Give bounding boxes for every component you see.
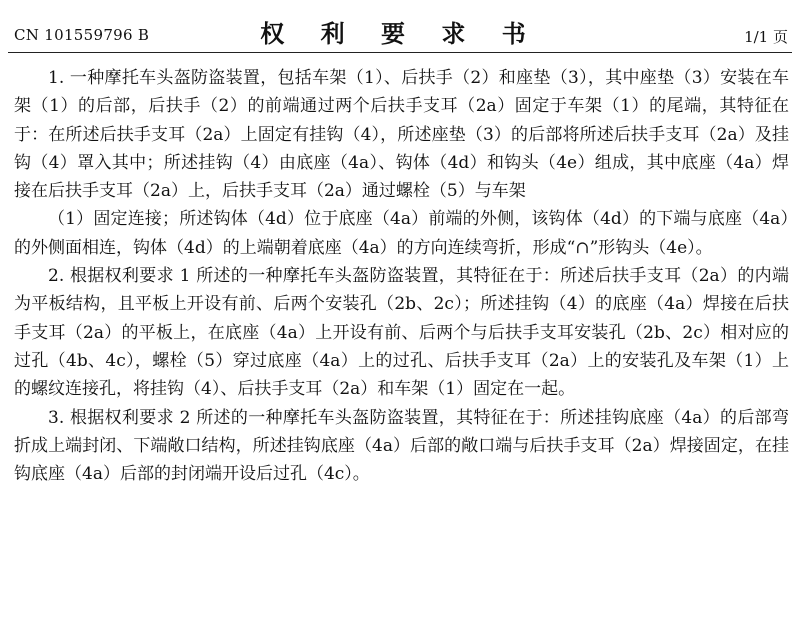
claim-paragraph: 3. 根据权利要求 2 所述的一种摩托车头盔防盗装置，其特征在于：所述挂钩底座（4a）的后部弯折成上端封闭、下端敞口结构，所述挂钩底座（4a）后部的敞口端与后扶手支耳（2a）焊接固定，在挂钩底座（4a）后部的封闭端开设后过孔（4c）。: [14, 407, 789, 485]
header-divider: [8, 52, 792, 53]
claim-paragraph: 1. 一种摩托车头盔防盗装置，包括车架（1）、后扶手（2）和座垫（3），其中座垫（3）安装在车架（1）的后部，后扶手（2）的前端通过两个后扶手支耳（2a）固定于车架（1）的尾端，其特征在于：在所述后扶手支耳（2a）上固定有挂钩（4），所述座垫（3）的后部将所述后扶手支耳（2a）及挂钩（4）罩入其中；所述挂钩（4）由底座（4a）、钩体（4d）和钩头（4e）组成，其中底座（4a）焊接在后扶手支耳（2a）上，后扶手支耳（2a）通过螺栓（5）与车架: [14, 68, 789, 202]
claim-paragraph: 2. 根据权利要求 1 所述的一种摩托车头盔防盗装置，其特征在于：所述后扶手支耳（2a）的内端为平板结构，且平板上开设有前、后两个安装孔（2b、2c）；所述挂钩（4）的底座（4a）焊接在后扶手支耳（2a）的平板上，在底座（4a）上开设有前、后两个与后扶手支耳安装孔（2b、2c）相对应的过孔（4b、4c），螺栓（5）穿过底座（4a）上的过孔、后扶手支耳（2a）上的安装孔及车架（1）上的螺纹连接孔，将挂钩（4）、后扶手支耳（2a）和车架（1）固定在一起。: [14, 266, 789, 400]
document-title: 权 利 要 求 书: [260, 20, 540, 48]
claim-paragraph: （1）固定连接；所述钩体（4d）位于底座（4a）前端的外侧，该钩体（4d）的下端与底座（4a）的外侧面相连，钩体（4d）的上端朝着底座（4a）的方向连续弯折，形成“∩”形钩头（4e）。: [14, 209, 789, 258]
page-header: [0, 0, 800, 50]
patent-number: CN 101559796 B: [14, 26, 150, 44]
page-number: 1/1 页: [744, 28, 788, 46]
claims-body: [14, 64, 789, 488]
